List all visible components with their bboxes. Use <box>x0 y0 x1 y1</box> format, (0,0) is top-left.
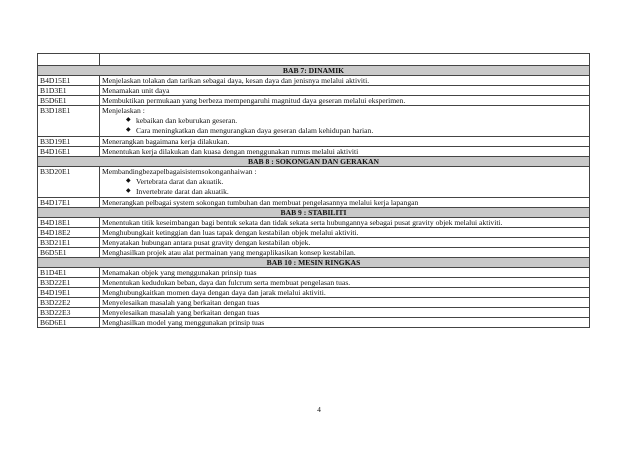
standard-description-cell <box>100 147 590 157</box>
standard-row <box>38 298 590 308</box>
standard-row <box>38 248 590 258</box>
standard-code: B4D18E1 <box>38 218 100 228</box>
standard-description: Menentukan kerja dilakukan dan kuasa dengan menggunakan rumus melalui aktiviti <box>102 147 359 156</box>
standard-description: Menghasilkan model yang menggunakan prinsip tuas <box>102 318 265 327</box>
standard-description-cell <box>100 298 590 308</box>
standard-description: Menyelesaikan masalah yang berkaitan dengan tuas <box>102 298 260 307</box>
standard-description: Menjelaskan tolakan dan tarikan sebagai daya, kesan daya dan jenisnya melalui aktiviti. <box>102 76 370 85</box>
standard-row <box>38 278 590 288</box>
standard-code: B4D17E1 <box>38 198 100 208</box>
chapter-title: BAB 9 : STABILITI <box>38 208 590 218</box>
standard-row <box>38 288 590 298</box>
point-text: Invertebrate darat dan akuatik. <box>136 187 229 196</box>
chapter-header-row <box>38 258 590 268</box>
standard-description-cell <box>100 228 590 238</box>
standard-description-cell <box>100 86 590 96</box>
standard-row <box>38 198 590 208</box>
standard-description-cell <box>100 218 590 228</box>
chapter-title: BAB 8 : SOKONGAN DAN GERAKAN <box>38 157 590 167</box>
standard-code: B5D6E1 <box>38 96 100 106</box>
standard-description: Menerangkan pelbagai system sokongan tumbuhan dan membuat pengelasannya melalui kerja lapangan <box>102 198 419 207</box>
standard-description: Menamakan objek yang menggunakan prinsip tuas <box>102 268 257 277</box>
point-item <box>126 187 587 196</box>
standard-code: B4D15E1 <box>38 76 100 86</box>
point-item <box>126 116 587 125</box>
standard-row <box>38 238 590 248</box>
standard-description-cell <box>100 248 590 258</box>
standard-code: B1D3E1 <box>38 86 100 96</box>
standard-description: Menentukan titik keseimbangan bagi bentuk sekata dan tidak sekata serta hubungannya sebagai pusat gravity objek melalui aktiviti. <box>102 218 503 227</box>
standard-description: Menyelesaikan masalah yang berkaitan dengan tuas <box>102 308 260 317</box>
standards-table <box>37 53 590 328</box>
standard-description-cell <box>100 268 590 278</box>
chapter-title: BAB 10 : MESIN RINGKAS <box>38 258 590 268</box>
standard-description: Menghubungkaitkan momen daya dengan daya dan jarak melalui aktiviti. <box>102 288 326 297</box>
standard-row <box>38 268 590 278</box>
point-list <box>102 177 587 196</box>
point-list <box>102 116 587 135</box>
standard-description: Menjelaskan : <box>102 106 145 115</box>
standard-row <box>38 96 590 106</box>
standard-code: B3D18E1 <box>38 106 100 137</box>
standard-description-cell <box>100 288 590 298</box>
standard-description: Menamakan unit daya <box>102 86 170 95</box>
standard-row <box>38 228 590 238</box>
standard-description-cell <box>100 308 590 318</box>
standard-description-cell <box>100 278 590 288</box>
standard-description: Membuktikan permukaan yang berbeza mempengaruhi magnitud daya geseran melalui eksperimen. <box>102 96 406 105</box>
chapter-header-row <box>38 208 590 218</box>
standard-row <box>38 76 590 86</box>
standard-row <box>38 86 590 96</box>
standard-description: Membandingbezapelbagaisistemsokonganhaiwan : <box>102 167 257 176</box>
standard-row <box>38 147 590 157</box>
point-text: Cara meningkatkan dan mengurangkan daya geseran dalam kehidupan harian. <box>136 126 374 135</box>
standard-code: B3D21E1 <box>38 238 100 248</box>
standard-row <box>38 218 590 228</box>
standard-description-cell <box>100 137 590 147</box>
standard-code: B3D22E1 <box>38 278 100 288</box>
standard-description: Menerangkan bagaimana kerja dilakukan. <box>102 137 230 146</box>
standard-description-cell <box>100 76 590 86</box>
standard-description-cell <box>100 238 590 248</box>
standard-code: B3D20E1 <box>38 167 100 198</box>
standard-row <box>38 308 590 318</box>
standard-description: Menghasilkan projek atau alat permainan yang mengaplikasikan konsep kestabilan. <box>102 248 356 257</box>
standard-row <box>38 137 590 147</box>
diamond-bullet-icon: ◆ <box>126 188 131 194</box>
standard-code: B6D6E1 <box>38 318 100 328</box>
standard-code: B4D18E2 <box>38 228 100 238</box>
blank-cell <box>38 54 100 66</box>
standard-row <box>38 106 590 137</box>
blank-row <box>38 54 590 66</box>
chapter-title: BAB 7: DINAMIK <box>38 66 590 76</box>
standard-code: B6D5E1 <box>38 248 100 258</box>
chapter-header-row <box>38 66 590 76</box>
diamond-bullet-icon: ◆ <box>126 127 131 133</box>
standard-description: Menyatakan hubungan antara pusat gravity dengan kestabilan objek. <box>102 238 311 247</box>
standard-code: B4D16E1 <box>38 147 100 157</box>
point-item <box>126 177 587 186</box>
standard-code: B3D19E1 <box>38 137 100 147</box>
standard-description-cell <box>100 106 590 137</box>
point-text: Vertebrata darat dan akuatik. <box>136 177 224 186</box>
standard-description-cell <box>100 96 590 106</box>
chapter-header-row <box>38 157 590 167</box>
standard-description-cell <box>100 167 590 198</box>
point-item <box>126 126 587 135</box>
blank-cell <box>100 54 590 66</box>
standard-code: B3D22E2 <box>38 298 100 308</box>
point-text: kebaikan dan keburukan geseran. <box>136 116 238 125</box>
standard-code: B3D22E3 <box>38 308 100 318</box>
standard-description: Menghubungkait ketinggian dan luas tapak dengan kestabilan objek melalui aktiviti. <box>102 228 359 237</box>
standards-table-body <box>38 54 590 328</box>
standard-row <box>38 318 590 328</box>
standard-row <box>38 167 590 198</box>
standard-code: B1D4E1 <box>38 268 100 278</box>
standard-description-cell <box>100 318 590 328</box>
standard-description-cell <box>100 198 590 208</box>
page-number: 4 <box>317 405 321 414</box>
standard-description: Menentukan kedudukan beban, daya dan fulcrum serta membuat pengelasan tuas. <box>102 278 351 287</box>
diamond-bullet-icon: ◆ <box>126 117 131 123</box>
diamond-bullet-icon: ◆ <box>126 178 131 184</box>
standard-code: B4D19E1 <box>38 288 100 298</box>
